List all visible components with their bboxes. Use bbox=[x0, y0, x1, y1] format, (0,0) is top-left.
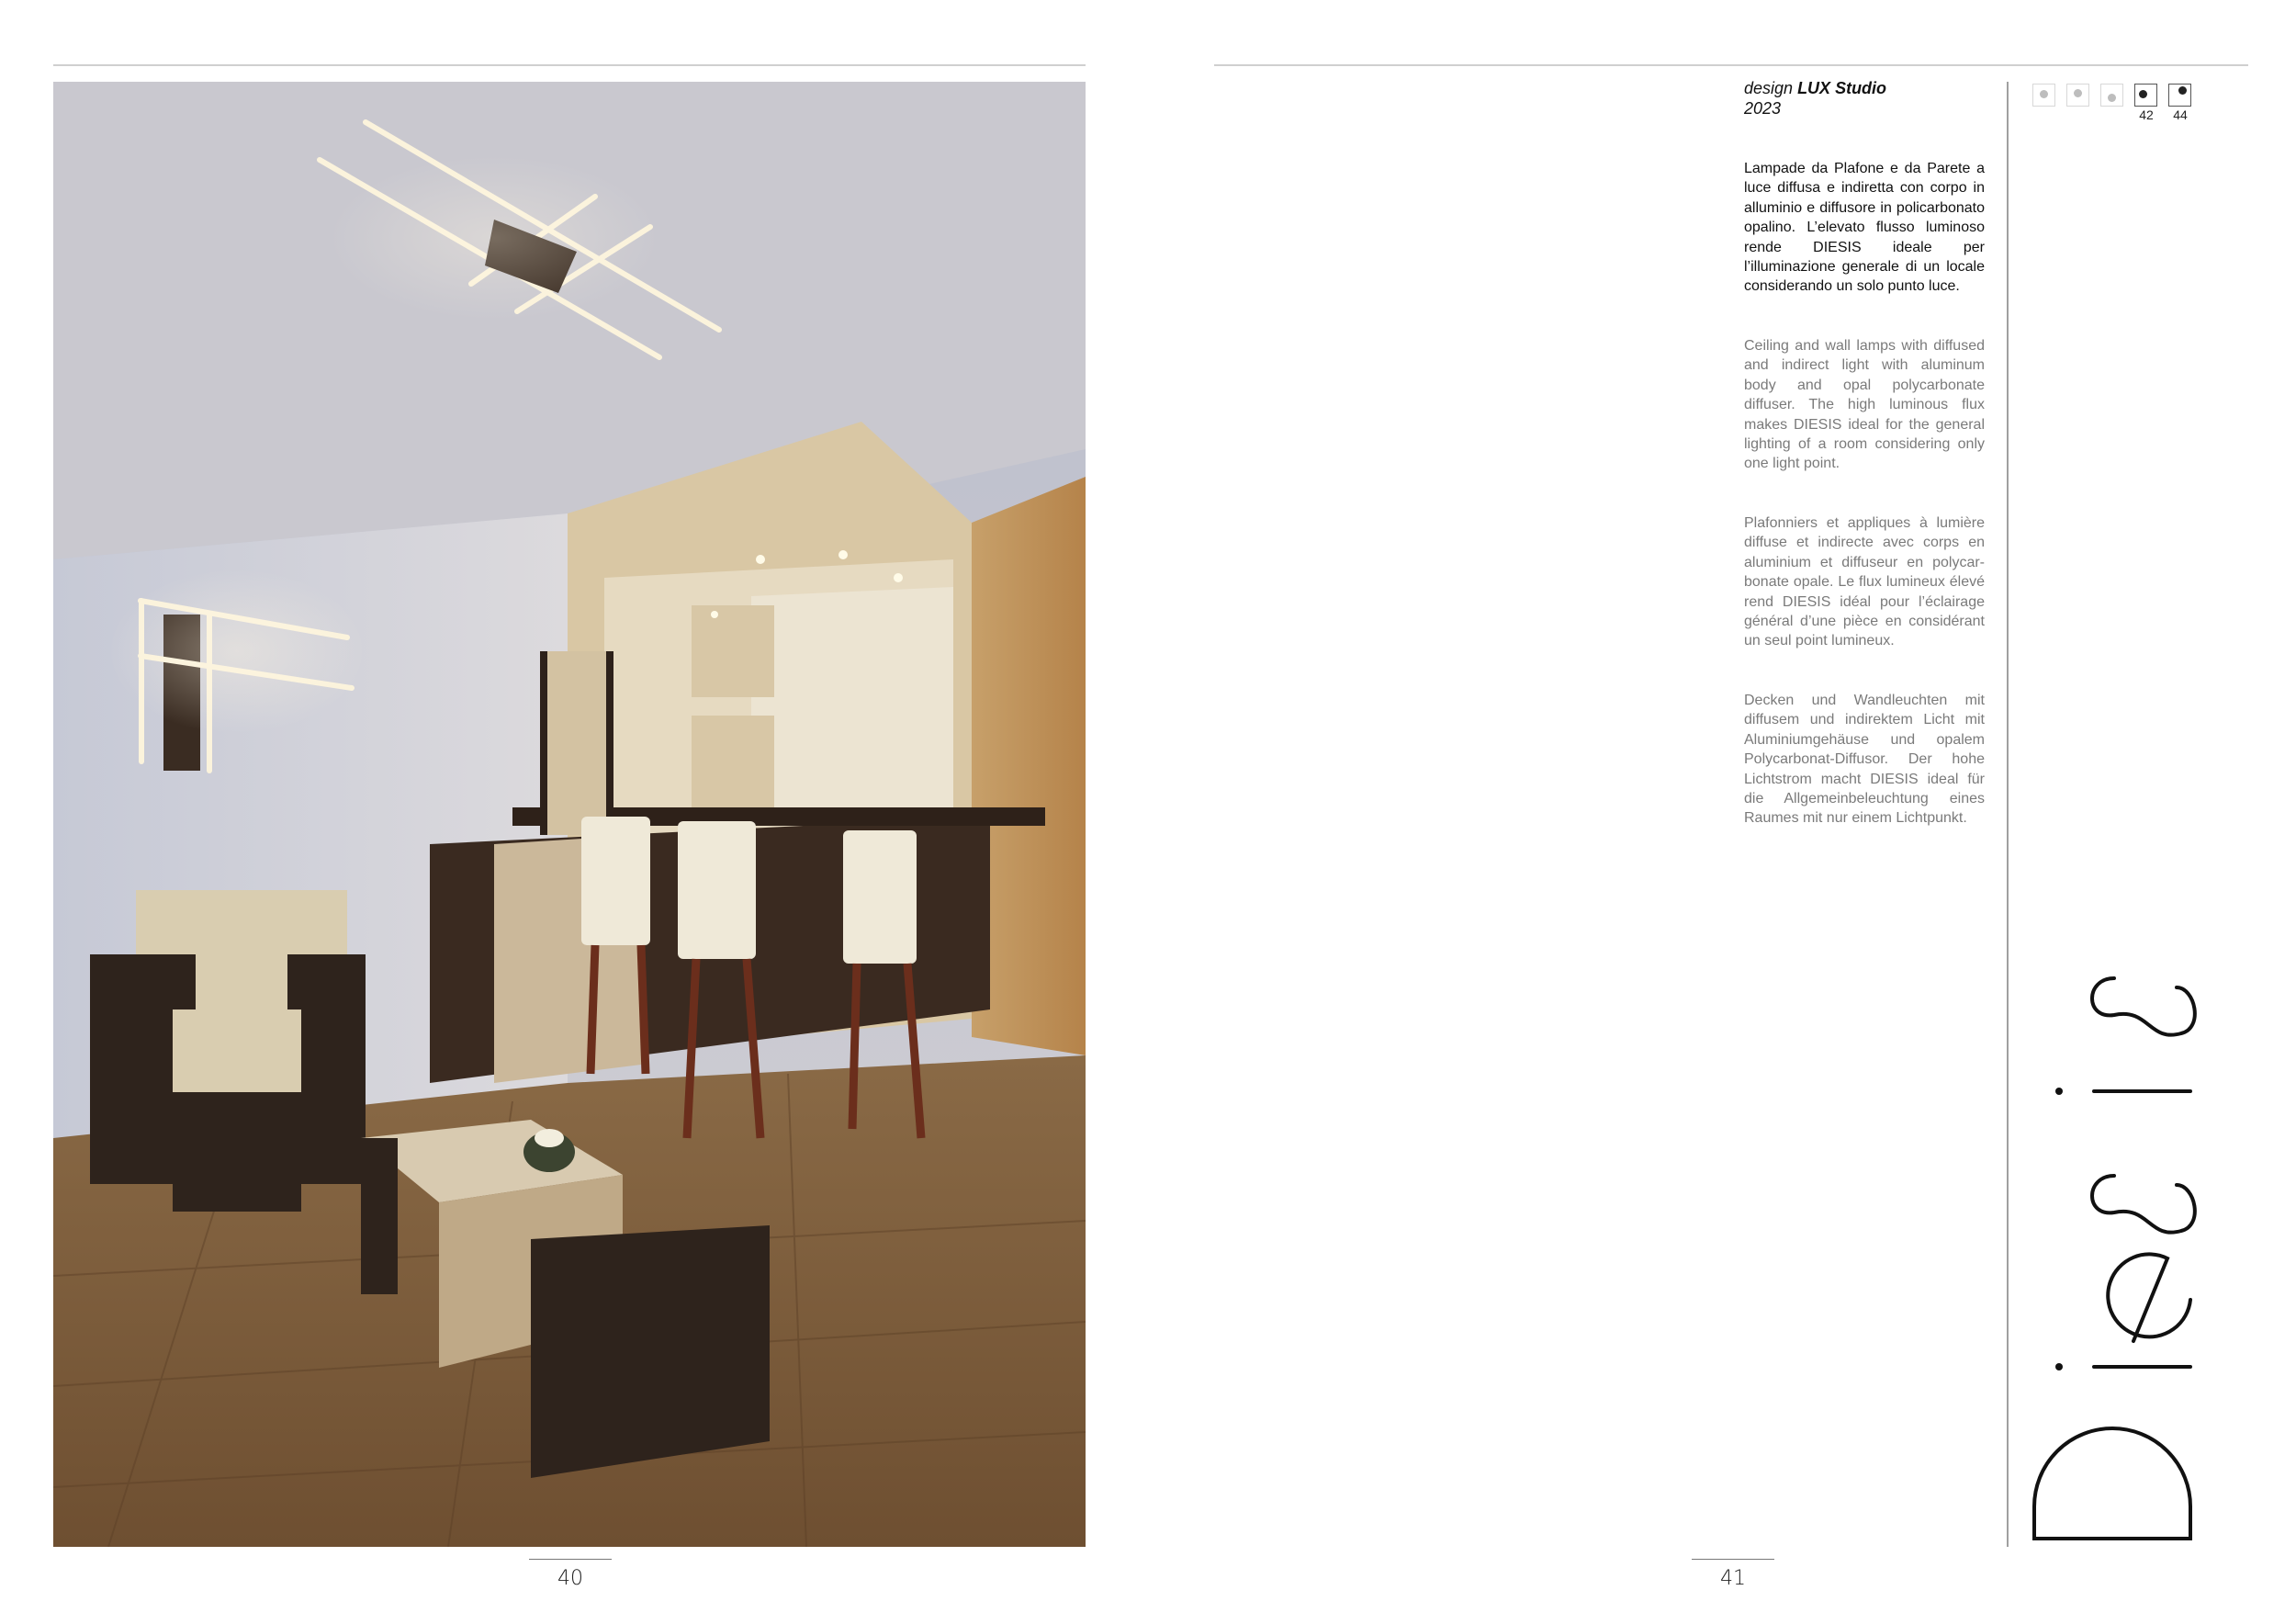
top-rule-right bbox=[1214, 64, 2248, 66]
description-german: Decken und Wandleuchten mit diffusem und indirektem Licht mit Aluminiumgehäuse und opalem Polycarbonat-Diffusor. Der hohe Lichtstrom macht DIESIS ideal für die Allgemeinbeleuchtung eines Raumes mit nur einem Lichtpunkt. bbox=[1744, 693, 1985, 827]
page-number-rule-right bbox=[1692, 1559, 1774, 1560]
page-number-left: 40 bbox=[557, 1567, 583, 1590]
page-number-right: 41 bbox=[1720, 1567, 1746, 1590]
description-english: Ceiling and wall lamps with diffused and indirect light with aluminum body and opal polycarbonate diffuser. The high luminous flux makes DIESIS ideal for the general lighting of a room considering only one light point. bbox=[1744, 338, 1985, 472]
product-name-wordmark bbox=[2020, 964, 2259, 1552]
design-credit bbox=[1744, 78, 1886, 118]
variant-label-44: 44 bbox=[2173, 107, 2188, 122]
variant-label-42: 42 bbox=[2139, 107, 2154, 122]
description-french: Plafonniers et appliques à lumière diffuse et indirecte avec corps en aluminium et diffuseur en polycarbonate opale. Le flux lumineux élevé rend DIESIS idéal pour l’éclairage général d’une pièce en considérant un seul point lumineux. bbox=[1744, 515, 1985, 649]
wall-small-icon bbox=[2100, 84, 2123, 107]
designer-name: LUX Studio bbox=[1797, 79, 1887, 97]
product-photo bbox=[53, 82, 1086, 1547]
top-rule-left bbox=[53, 64, 1086, 66]
design-prefix: design bbox=[1744, 79, 1794, 97]
design-year: 2023 bbox=[1744, 99, 1782, 118]
ceiling-square-icon bbox=[2066, 84, 2089, 107]
description-italian: Lampade da Plafone e da Parete a luce diffusa e indiretta con corpo in alluminio e diffusore in policarbonato opalino. L’elevato flusso luminoso rende DIESIS ideale per l’illuminazione generale di un locale considerando un solo punto luce. bbox=[1744, 161, 1985, 295]
ceiling-round-icon bbox=[2032, 84, 2055, 107]
column-divider bbox=[2007, 82, 2009, 1547]
ceiling-large-icon bbox=[2134, 84, 2157, 107]
page-number-rule-left bbox=[529, 1559, 612, 1560]
ceiling-xl-icon bbox=[2168, 84, 2191, 107]
